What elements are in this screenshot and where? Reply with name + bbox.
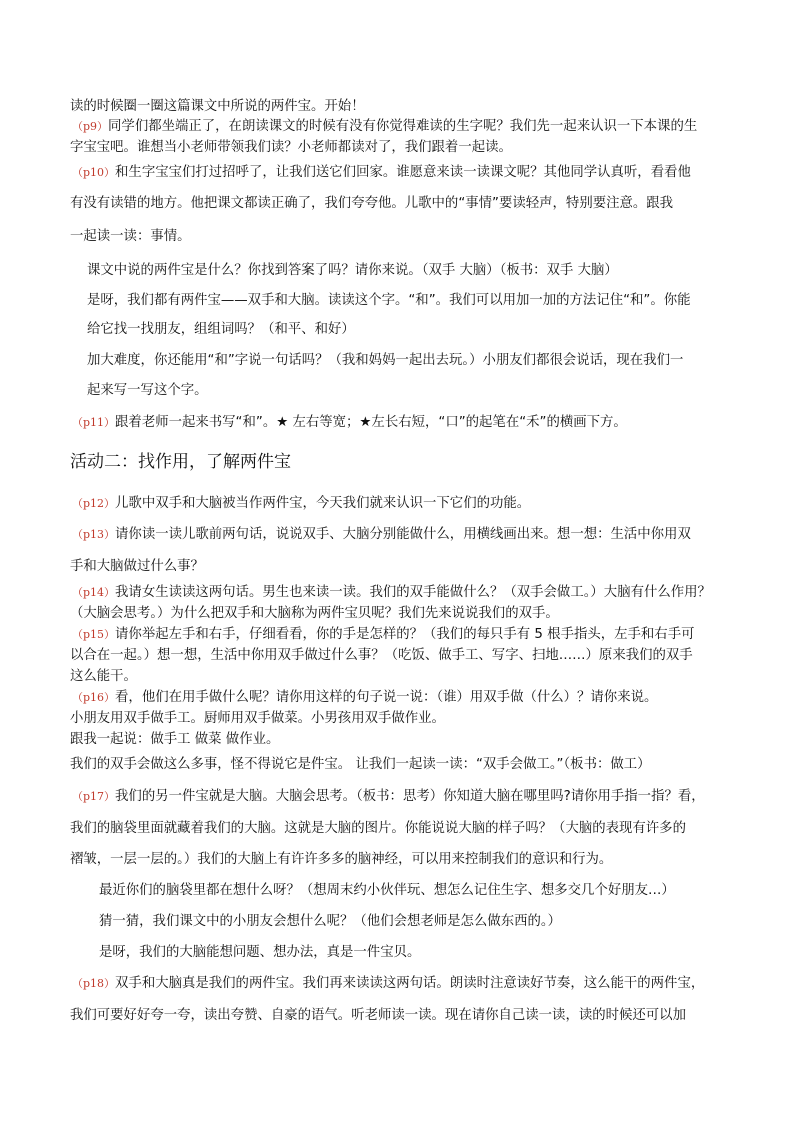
paragraph-p13: （p13）请你读一读儿歌前两句话，说说双手、大脑分别能做什么，用横线画出来。想一想：生活中你用双	[72, 527, 691, 542]
slide-tag: （p18）	[72, 977, 116, 990]
paragraph-p16: （p16）看，他们在用手做什么呢？请你用这样的句子说一说：（谁）用双手做（什么）？请你来说。	[72, 690, 658, 705]
paragraph-p9: （p9）同学们都坐端正了，在朗读课文的时候有没有你觉得难读的生字呢？我们先一起来认识一下本课的生	[72, 119, 698, 134]
slide-tag: （p13）	[72, 528, 116, 541]
section-heading: 活动二：找作用，了解两件宝	[70, 452, 291, 472]
text-line: 有没有读错的地方。他把课文都读正确了，我们夸夸他。儿歌中的“事情”要读轻声，特别要注意。跟我	[70, 196, 674, 211]
text-line: 一起读一读：事情。	[70, 229, 191, 244]
text-line: 是呀，我们的大脑能想问题、想办法，真是一件宝贝。	[99, 945, 421, 960]
slide-tag: （p9）	[72, 120, 109, 133]
text-line: 字宝宝吧。谁想当小老师带领我们读？小老师都读对了，我们跟着一起读。	[70, 140, 512, 155]
paragraph-p12: （p12）儿歌中双手和大脑被当作两件宝，今天我们就来认识一下它们的功能。	[72, 496, 531, 511]
text-line: 小朋友用双手做手工。厨师用双手做菜。小男孩用双手做作业。	[70, 711, 445, 726]
paragraph-p14: （p14）我请女生读读这两句话。男生也来读一读。我们的双手能做什么？（双手会做工。）大脑有什么作用？	[72, 585, 711, 600]
slide-tag: （p15）	[72, 628, 116, 641]
text-line: 给它找一找朋友，组组词吗？（和平、和好）	[87, 322, 355, 337]
text-line: （大脑会思考。）为什么把双手和大脑称为两件宝贝呢？我们先来说说我们的双手。	[70, 606, 559, 621]
text-line: 手和大脑做过什么事？	[70, 559, 204, 574]
text-line: 起来写一写这个字。	[87, 383, 208, 398]
text-line: 这么能干。	[70, 669, 137, 684]
paragraph-p15: （p15）请你举起左手和右手，仔细看看，你的手是怎样的？（我们的每只手有 5 根手指头，左手和右手可	[72, 627, 695, 642]
slide-tag: （p10）	[72, 166, 116, 179]
slide-tag: （p11）	[72, 416, 116, 429]
text-line: 加大难度，你还能用“和”字说一句话吗？（我和妈妈一起出去玩。）小朋友们都很会说话，现在我们一	[87, 353, 684, 368]
text-line: 是呀，我们都有两件宝——双手和大脑。读读这个字。“和”。我们可以用加一加的方法记住“和”。你能	[87, 293, 691, 308]
text-line: 我们可要好好夸一夸，读出夸赞、自豪的语气。听老师读一读。现在请你自己读一读，读的时候还可以加	[70, 1008, 686, 1023]
slide-tag: （p16）	[72, 691, 116, 704]
text-line: 褶皱，一层一层的。）我们的大脑上有许许多多的脑神经，可以用来控制我们的意识和行为。	[70, 852, 613, 867]
text-line: 猜一猜，我们课文中的小朋友会想什么呢？（他们会想老师是怎么做东西的。）	[99, 914, 561, 929]
paragraph-p11: （p11）跟着老师一起来书写“和”。★ 左右等宽；★左长右短，“口”的起笔在“禾”的横画下方。	[72, 415, 627, 430]
text-line: 读的时候圈一圈这篇课文中所说的两件宝。开始！	[70, 99, 365, 114]
paragraph-p17: （p17）我们的另一件宝就是大脑。大脑会思考。（板书：思考）你知道大脑在哪里吗?请你用手指一指？看，	[72, 789, 705, 804]
text-line: 我们的脑袋里面就藏着我们的大脑。这就是大脑的图片。你能说说大脑的样子吗？（大脑的表现有许多的	[70, 821, 686, 836]
paragraph-p18: （p18）双手和大脑真是我们的两件宝。我们再来读读这两句话。朗读时注意读好节奏，这么能干的两件宝，	[72, 976, 705, 991]
text-line: 最近你们的脑袋里都在想什么呀？（想周末约小伙伴玩、想怎么记住生字、想多交几个好朋友…）	[99, 883, 675, 898]
slide-tag: （p14）	[72, 586, 116, 599]
text-line: 以合在一起。）想一想，生活中你用双手做过什么事？（吃饭、做手工、写字、扫地……）原来我们的双手	[70, 648, 693, 663]
slide-tag: （p17）	[72, 790, 116, 803]
text-line: 课文中说的两件宝是什么？你找到答案了吗？请你来说。（双手 大脑）（板书：双手 大脑）	[87, 263, 618, 278]
paragraph-p10: （p10）和生字宝宝们打过招呼了，让我们送它们回家。谁愿意来读一读课文呢？其他同学认真听，看看他	[72, 165, 691, 180]
slide-tag: （p12）	[72, 497, 116, 510]
text-line: 跟我一起说：做手工 做菜 做作业。	[70, 732, 280, 747]
text-line: 我们的双手会做这么多事，怪不得说它是件宝。 让我们一起读一读：“双手会做工。”（板书：做工）	[70, 757, 651, 772]
